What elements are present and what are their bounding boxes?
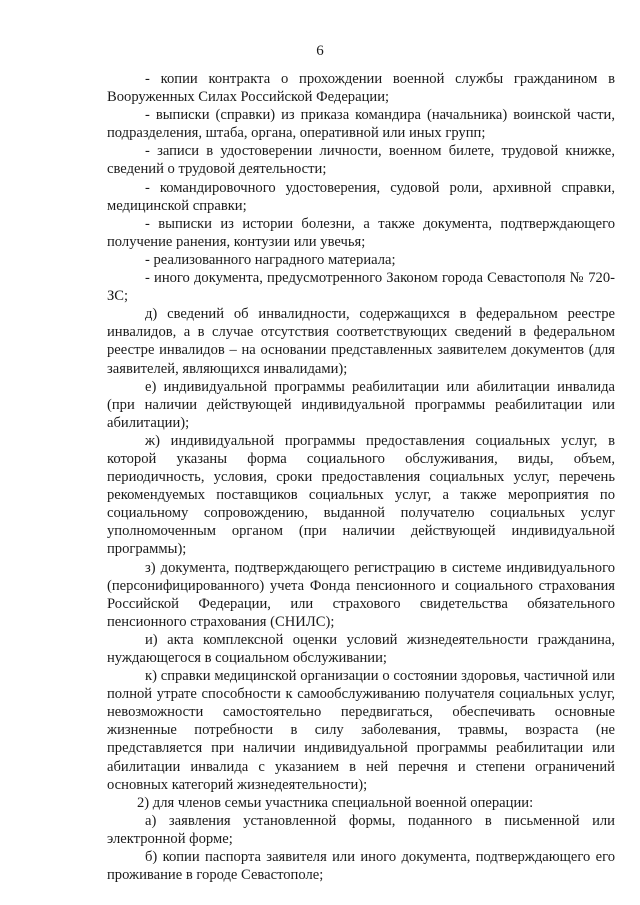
paragraph-passport-copy: б) копии паспорта заявителя или иного документа, подтверждающего его проживание в городе Севастополе; bbox=[107, 849, 615, 884]
paragraph-medical-certificate: к) справки медицинской организации о состоянии здоровья, частичной или полной утрате способности к самообслуживанию получателя социальных услуг, невозможности самостоятельно передвигаться, обеспечивать основные жизненные потребности в силу заболевания, травмы, возраста (не представляется при наличии индивидуальной программы реабилитации или абилитации инвалида с указанием в ней перечня и степени ограничений основных категорий жизнедеятельности); bbox=[107, 668, 615, 793]
paragraph-medical-history: - выписки из истории болезни, а также документа, подтверждающего получение ранения, контузии или увечья; bbox=[107, 215, 615, 250]
paragraph-disability-info: д) сведений об инвалидности, содержащихся в федеральном реестре инвалидов, а в случае отсутствия соответствующих сведений в федеральном реестре инвалидов – на основании представленных заявителем документов (для заявителей, являющихся инвалидами); bbox=[107, 306, 615, 377]
paragraph-other-document: - иного документа, предусмотренного Законом города Севастополя № 720-ЗС; bbox=[107, 270, 615, 305]
paragraph-order-extract: - выписки (справки) из приказа командира (начальника) воинской части, подразделения, штаба, органа, оперативной или иных групп; bbox=[107, 107, 615, 142]
page-number: 6 bbox=[316, 43, 324, 59]
paragraph-family-members-heading: 2) для членов семьи участника специальной военной операции: bbox=[137, 794, 534, 811]
paragraph-award-material: - реализованного наградного материала; bbox=[145, 251, 396, 268]
paragraph-snils: з) документа, подтверждающего регистрацию в системе индивидуального (персонифицированного) учета Фонда пенсионного и социального страхования Российской Федерации, или страхового свидетельства обязательного пенсионного страхования (СНИЛС); bbox=[107, 559, 615, 630]
paragraph-social-services-program: ж) индивидуальной программы предоставления социальных услуг, в которой указаны форма социального обслуживания, виды, объем, периодичность, условия, сроки предоставления социальных услуг, перечень рекомендуемых поставщиков социальных услуг, а также мероприятия по социальному сопровождению, выданной получателю социальных услуг уполномоченным органом (при наличии действующей индивидуальной программы); bbox=[107, 432, 615, 558]
paragraph-id-records: - записи в удостоверении личности, военном билете, трудовой книжке, сведений о трудовой деятельности; bbox=[107, 143, 615, 178]
paragraph-assessment-act: и) акта комплексной оценки условий жизнедеятельности гражданина, нуждающегося в социальном обслуживании; bbox=[107, 631, 615, 666]
paragraph-travel-certificate: - командировочного удостоверения, судовой роли, архивной справки, медицинской справки; bbox=[107, 179, 615, 214]
paragraph-contract-copy: - копии контракта о прохождении военной службы гражданином в Вооруженных Силах Российской Федерации; bbox=[107, 71, 615, 106]
document-body bbox=[107, 70, 615, 884]
paragraph-application: а) заявления установленной формы, поданного в письменной или электронной форме; bbox=[107, 812, 615, 847]
paragraph-rehab-program: е) индивидуальной программы реабилитации или абилитации инвалида (при наличии действующей индивидуальной программы реабилитации или абилитации); bbox=[107, 378, 615, 431]
